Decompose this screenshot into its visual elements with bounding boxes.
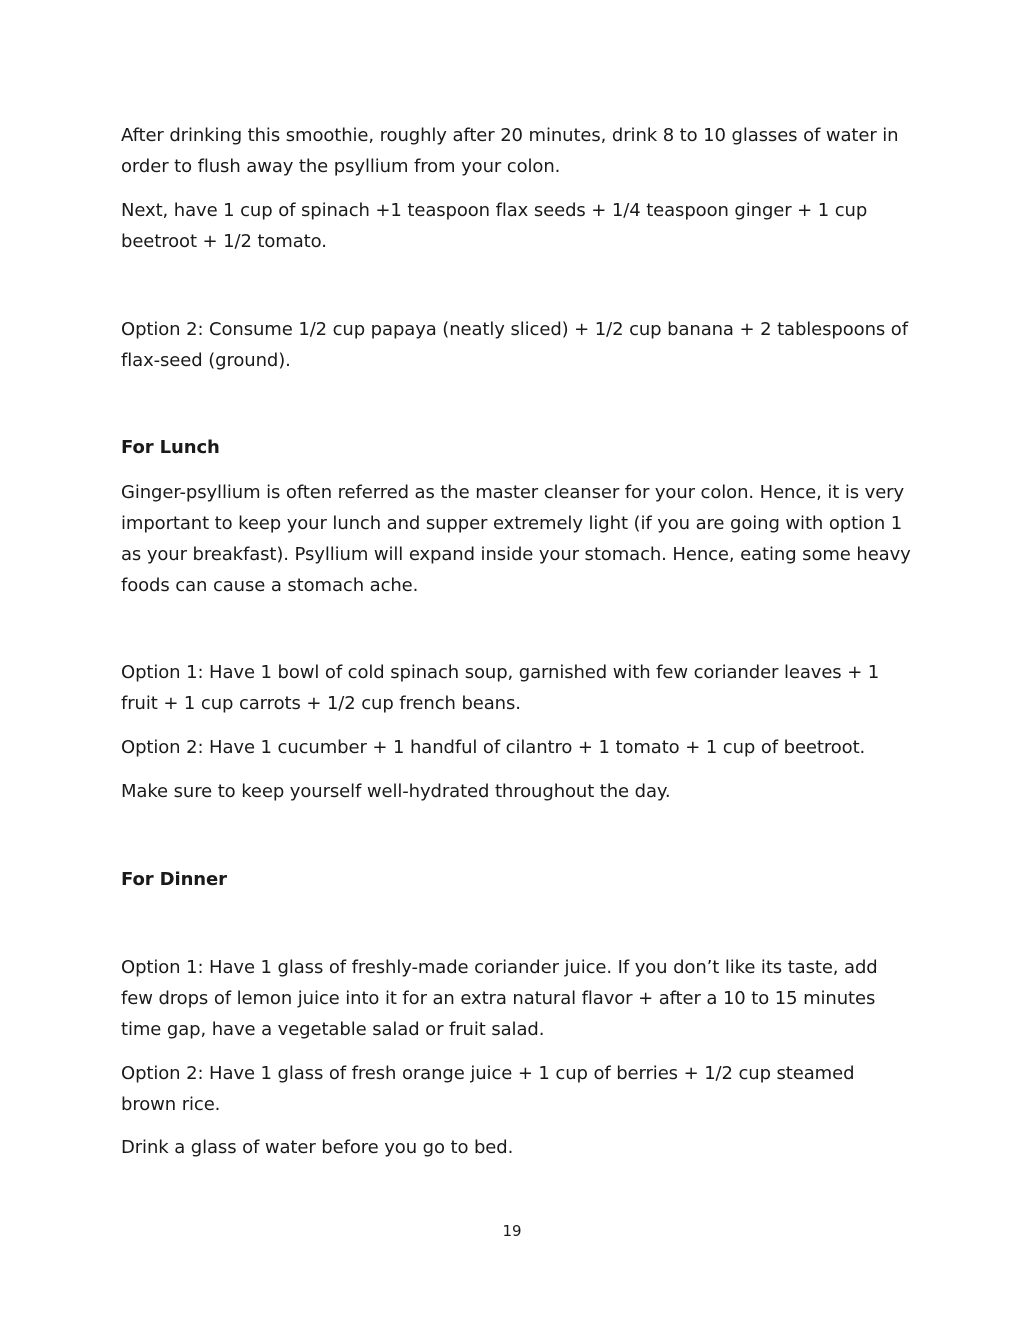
paragraph-spinach-option: Next, have 1 cup of spinach +1 teaspoon flax seeds + 1/4 teaspoon ginger + 1 cup beetroot + 1/2 tomato. — [121, 200, 868, 252]
paragraph-breakfast-option-2: Option 2: Consume 1/2 cup papaya (neatly sliced) + 1/2 cup banana + 2 tablespoons of flax-seed (ground). — [121, 319, 908, 371]
paragraph-hydration: Make sure to keep yourself well-hydrated throughout the day. — [121, 781, 671, 802]
paragraph-smoothie-water: After drinking this smoothie, roughly after 20 minutes, drink 8 to 10 glasses of water in order to flush away the psyllium from your colon. — [121, 125, 899, 177]
heading-for-lunch: For Lunch — [121, 437, 220, 458]
page-number: 19 — [502, 1222, 522, 1240]
paragraph-dinner-option-2: Option 2: Have 1 glass of fresh orange juice + 1 cup of berries + 1/2 cup steamed brown rice. — [121, 1063, 855, 1115]
heading-for-dinner: For Dinner — [121, 869, 227, 890]
paragraph-lunch-option-2: Option 2: Have 1 cucumber + 1 handful of cilantro + 1 tomato + 1 cup of beetroot. — [121, 737, 866, 758]
paragraph-lunch-option-1: Option 1: Have 1 bowl of cold spinach soup, garnished with few coriander leaves + 1 fruit + 1 cup carrots + 1/2 cup french beans. — [121, 662, 880, 714]
paragraph-water-before-bed: Drink a glass of water before you go to bed. — [121, 1137, 514, 1158]
paragraph-lunch-intro: Ginger-psyllium is often referred as the master cleanser for your colon. Hence, it is very important to keep your lunch and supper extremely light (if you are going with option 1 as your breakfast). Psyllium will expand inside your stomach. Hence, eating some heavy foods can cause a stomach ache. — [121, 482, 911, 596]
paragraph-dinner-option-1: Option 1: Have 1 glass of freshly-made coriander juice. If you don’t like its taste, add few drops of lemon juice into it for an extra natural flavor + after a 10 to 15 minutes time gap, have a vegetable salad or fruit salad. — [121, 957, 878, 1040]
